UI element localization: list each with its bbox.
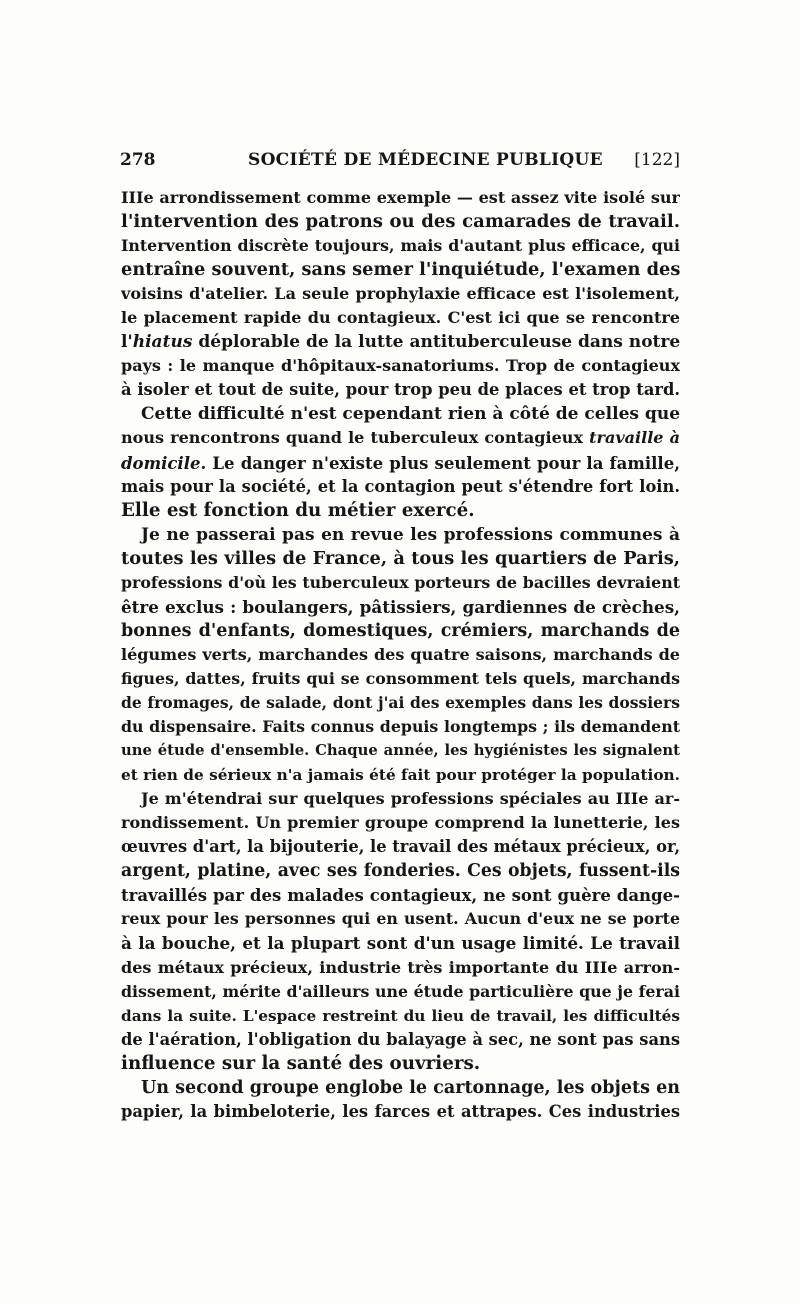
text-line: Je ne passerai pas en revue les professions communes à <box>141 524 680 545</box>
text-line: travaillés par des malades contagieux, ne sont guère dange- <box>121 885 680 906</box>
text-line: et rien de sérieux n'a jamais été fait pour protéger la population. <box>121 766 680 785</box>
text-line: IIIe arrondissement comme exemple — est assez vite isolé sur <box>121 188 680 207</box>
text-line: Elle est fonction du métier exercé. <box>121 499 475 521</box>
text-line: figues, dattes, fruits qui se consomment tels quels, marchands <box>121 668 680 688</box>
text-line: œuvres d'art, la bijouterie, le travail des métaux précieux, or, <box>121 837 680 857</box>
header-note: [122] <box>634 150 680 170</box>
running-header <box>120 150 680 174</box>
text-line: bonnes d'enfants, domestiques, crémiers, marchands de <box>121 620 680 641</box>
text-line: Intervention discrète toujours, mais d'autant plus efficace, qui <box>121 236 680 256</box>
page-body-text <box>121 186 680 1124</box>
text-line: être exclus : boulangers, pâtissiers, gardiennes de crèches, <box>121 596 680 617</box>
text-line: le placement rapide du contagieux. C'est ici que se rencontre <box>121 308 680 328</box>
text-line: entraîne souvent, sans semer l'inquiétude, l'examen des <box>121 259 680 281</box>
text-line: dans la suite. L'espace restreint du lieu de travail, les difficultés <box>121 1006 680 1025</box>
running-title: SOCIÉTÉ DE MÉDECINE PUBLIQUE <box>248 150 603 170</box>
text-line: Cette difficulté n'est cependant rien à côté de celles que <box>141 404 680 425</box>
text-line: de fromages, de salade, dont j'ai des exemples dans les dossiers <box>121 692 680 712</box>
text-line: dissement, mérite d'ailleurs une étude particulière que je ferai <box>121 981 680 1001</box>
text-line: l'intervention des patrons ou des camarades de travail. <box>121 211 680 233</box>
text-line: nous rencontrons quand le tuberculeux contagieux travaille à <box>121 428 680 448</box>
page-number: 278 <box>120 150 156 170</box>
text-line: à isoler et tout de suite, pour trop peu de places et trop tard. <box>121 380 680 400</box>
text-line: Un second groupe englobe le cartonnage, les objets en <box>141 1077 680 1098</box>
italic-term: travaille à <box>589 428 680 448</box>
text-line: une étude d'ensemble. Chaque année, les hygiénistes les signalent <box>121 742 680 760</box>
text-line: Je m'étendrai sur quelques professions spéciales au IIIe ar- <box>141 789 680 809</box>
text-line: argent, platine, avec ses fonderies. Ces objets, fussent-ils <box>121 861 680 882</box>
text-line: rondissement. Un premier groupe comprend la lunetterie, les <box>121 813 680 833</box>
text-line: l'hiatus déplorable de la lutte antituberculeuse dans notre <box>121 332 680 353</box>
text-line: papier, la bimbeloterie, les farces et attrapes. Ces industries <box>121 1101 680 1121</box>
text-line: reux pour les personnes qui en usent. Aucun d'eux ne se porte <box>121 909 680 929</box>
text-line: voisins d'atelier. La seule prophylaxie efficace est l'isolement, <box>121 284 680 304</box>
text-line: de l'aération, l'obligation du balayage à sec, ne sont pas sans <box>121 1029 680 1049</box>
text-line: du dispensaire. Faits connus depuis longtemps ; ils demandent <box>121 717 680 737</box>
text-line: toutes les villes de France, à tous les quartiers de Paris, <box>121 547 680 569</box>
text-line: domicile. Le danger n'existe plus seulement pour la famille, <box>121 452 680 473</box>
text-line: pays : le manque d'hôpitaux-sanatoriums. Trop de contagieux <box>121 356 680 376</box>
text-line: influence sur la santé des ouvriers. <box>121 1052 481 1074</box>
text-line: des métaux précieux, industrie très importante du IIIe arron- <box>121 957 680 977</box>
text-line: professions d'où les tuberculeux porteurs de bacilles devraient <box>121 572 680 592</box>
text-line: légumes verts, marchandes des quatre saisons, marchands de <box>121 644 680 664</box>
italic-term: domicile <box>121 452 201 473</box>
text-line: à la bouche, et la plupart sont d'un usage limité. Le travail <box>121 933 680 954</box>
italic-term: hiatus <box>132 332 193 353</box>
text-line: mais pour la société, et la contagion peut s'étendre fort loin. <box>121 476 680 496</box>
